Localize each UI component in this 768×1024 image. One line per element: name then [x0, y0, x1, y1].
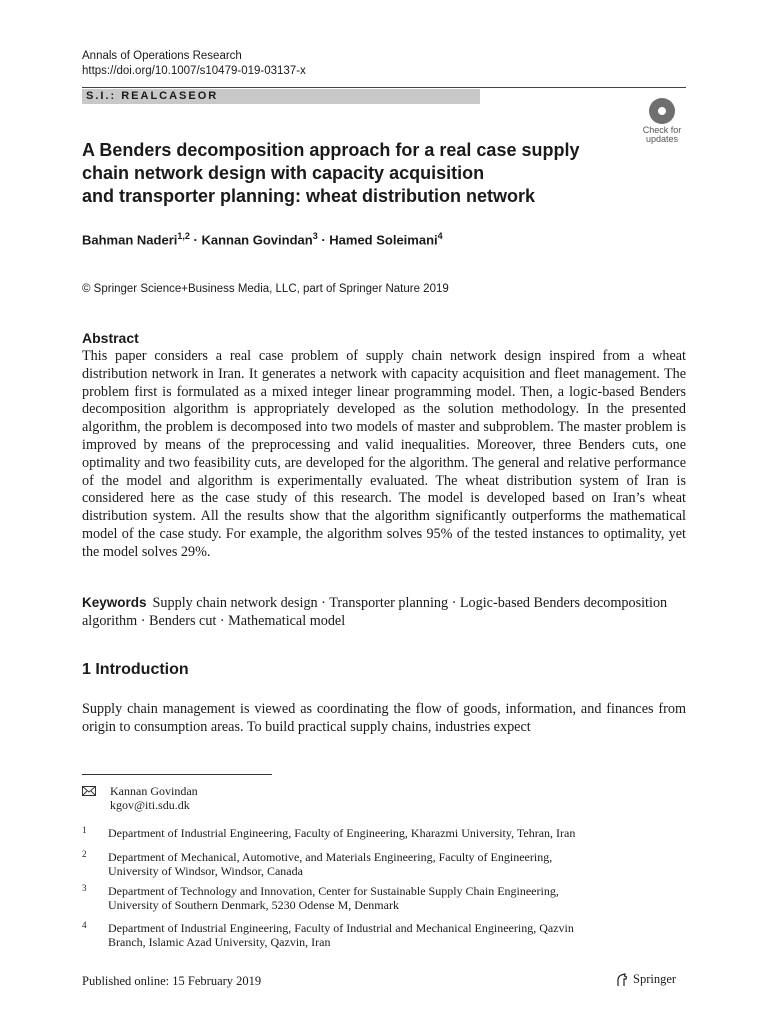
check-for-updates-badge[interactable]: [636, 98, 688, 144]
author-affil: 1,2: [177, 231, 190, 241]
abstract-text: This paper considers a real case problem of supply chain network design inspired from a wheat distribution network in Iran. It generates a network with capacity acquisition and fleet management. The problem first is formulated as a mixed integer linear programming model. Then, a logic-based Benders decomposition algorithm is appropriately developed as the solution methodology. In the presented algorithm, the problem is decomposed into two models of master and subproblem. The master problem is improved by means of the preprocessing and valid inequalities. Moreover, three Benders cuts, one optimality and two feasibility cuts, are developed for the algorithm. The general and relative performance of the model and algorithm is experimentally evaluated. The wheat distribution system of Iran is considered here as the case study of this research. The model is developed based on Iran’s wheat distribution system. All the results show that the algorithm significantly outperforms the mathematical model of the case study. For example, the algorithm solves 95% of the tested instances to optimality, yet the model solves 29%.: [82, 348, 686, 560]
affiliation-number: 2: [82, 849, 87, 859]
author-separator: ·: [189, 232, 202, 248]
affiliation-1: 1 Department of Industrial Engineering, Faculty of Engineering, Kharazmi University, Tehran, Iran: [82, 825, 576, 840]
keywords-text: Supply chain network design · Transporter planning · Logic-based Benders decomposition algorithm · Benders cut · Mathematical model: [82, 595, 668, 629]
affiliation-number: 1: [82, 825, 87, 835]
check-updates-text: Check for updates: [642, 125, 682, 144]
check-updates-icon: [649, 98, 675, 124]
corresponding-name: Kannan Govindan: [110, 784, 198, 798]
springer-horse-icon: [615, 973, 629, 987]
affiliation-3: 3 Department of Technology and Innovation, Center for Sustainable Supply Chain Engineering, University of Southern Denmark, 5230 Odense M, Denmark: [82, 883, 559, 912]
copyright-line: © Springer Science+Business Media, LLC, part of Springer Nature 2019: [82, 283, 449, 295]
affiliation-4: 4 Department of Industrial Engineering, Faculty of Industrial and Mechanical Engineering, Qazvin Branch, Islamic Azad University, Qazvin, Iran: [82, 920, 574, 949]
journal-name: Annals of Operations Research: [82, 50, 242, 62]
author-affil: 4: [437, 231, 443, 241]
affiliation-number: 4: [82, 920, 87, 930]
abstract-heading: Abstract: [82, 330, 139, 346]
affiliation-number: 3: [82, 883, 87, 893]
corresponding-email[interactable]: kgov@iti.sdu.dk: [110, 798, 190, 812]
envelope-icon: [82, 786, 96, 796]
author-name[interactable]: Bahman Naderi: [82, 232, 178, 248]
series-label: S.I.: REALCASEOR: [86, 90, 219, 102]
author-list: [82, 231, 443, 247]
affiliation-2: 2 Department of Mechanical, Automotive, and Materials Engineering, Faculty of Engineering, University of Windsor, Windsor, Canada: [82, 849, 553, 878]
author-separator: ·: [317, 232, 330, 248]
keywords-label: Keywords: [82, 595, 147, 610]
section-heading-introduction: 1 Introduction: [82, 661, 189, 678]
series-band: [82, 89, 480, 104]
corresponding-author: [82, 784, 198, 812]
author-name[interactable]: Hamed Soleimani: [329, 232, 438, 248]
journal-header: [82, 49, 306, 79]
published-date: Published online: 15 February 2019: [82, 974, 262, 988]
keywords-block: [82, 594, 686, 630]
publisher-name: Springer: [633, 972, 677, 986]
footnote-rule: [82, 774, 272, 775]
header-rule: [82, 87, 686, 88]
author-affil: 3: [312, 231, 318, 241]
author-name[interactable]: Kannan Govindan: [201, 232, 313, 248]
publisher-logo: [615, 972, 676, 987]
doi-link[interactable]: https://doi.org/10.1007/s10479-019-03137-x: [82, 65, 306, 77]
paper-title: A Benders decomposition approach for a real case supply chain network design with capacity acquisition and transporter planning: wheat distribution network: [82, 140, 580, 206]
introduction-text: Supply chain management is viewed as coordinating the flow of goods, information, and finances from origin to consumption areas. To build practical supply chains, industries expect: [82, 701, 686, 735]
